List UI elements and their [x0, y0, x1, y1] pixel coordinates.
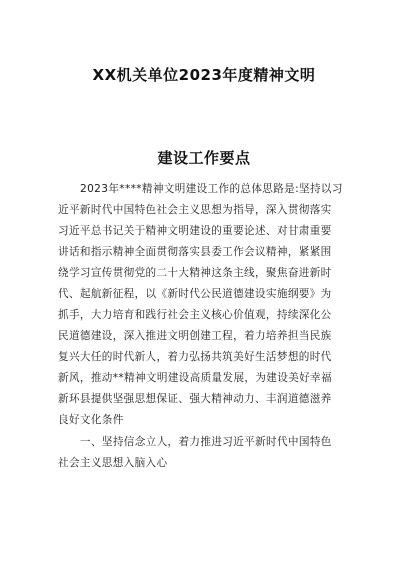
paragraph-line: 代、起航新征程，以《新时代公民道德建设实施纲要》为 — [58, 288, 332, 300]
body-paragraph-section-one — [58, 432, 358, 474]
paragraph-line: 良好文化条件 — [58, 414, 124, 426]
paragraph-line: 近平新时代中国特色社会主义思想为指导，深入贯彻落实 — [58, 204, 332, 216]
document-title-line-1: XX机关单位2023年度精神文明 — [92, 66, 316, 84]
body-paragraph-summary — [58, 179, 358, 431]
section-heading-line: 一、坚持信念立人，着力推进习近平新时代中国特色 — [80, 436, 332, 448]
paragraph-line: 民道德建设，深入推进文明创建工程，着力培养担当民族 — [58, 330, 332, 342]
paragraph-line: 绕学习宣传贯彻党的二十大精神这条主线，聚焦奋进新时 — [58, 267, 332, 279]
paragraph-line: 新环县提供坚强思想保证、强大精神动力、丰润道德滋养 — [58, 393, 332, 405]
paragraph-line: 讲话和指示精神全面贯彻落实县委工作会议精神，紧紧围 — [58, 246, 332, 258]
paragraph-line: 习近平总书记关于精神文明建设的重要论述、对甘肃重要 — [58, 225, 332, 237]
document-title-line-2: 建设工作要点 — [157, 149, 251, 167]
paragraph-line: 抓手，大力培育和践行社会主义核心价值观，持续深化公 — [58, 309, 332, 321]
paragraph-line: 复兴大任的时代新人，着力弘扬共筑美好生活梦想的时代 — [58, 351, 332, 363]
paragraph-line: 2023年****精神文明建设工作的总体思路是:坚持以习 — [80, 183, 343, 195]
section-heading-line: 社会主义思想入脑入心 — [58, 457, 168, 469]
paragraph-line: 新风，推动**精神文明建设高质量发展，为建设美好幸福 — [58, 372, 332, 384]
